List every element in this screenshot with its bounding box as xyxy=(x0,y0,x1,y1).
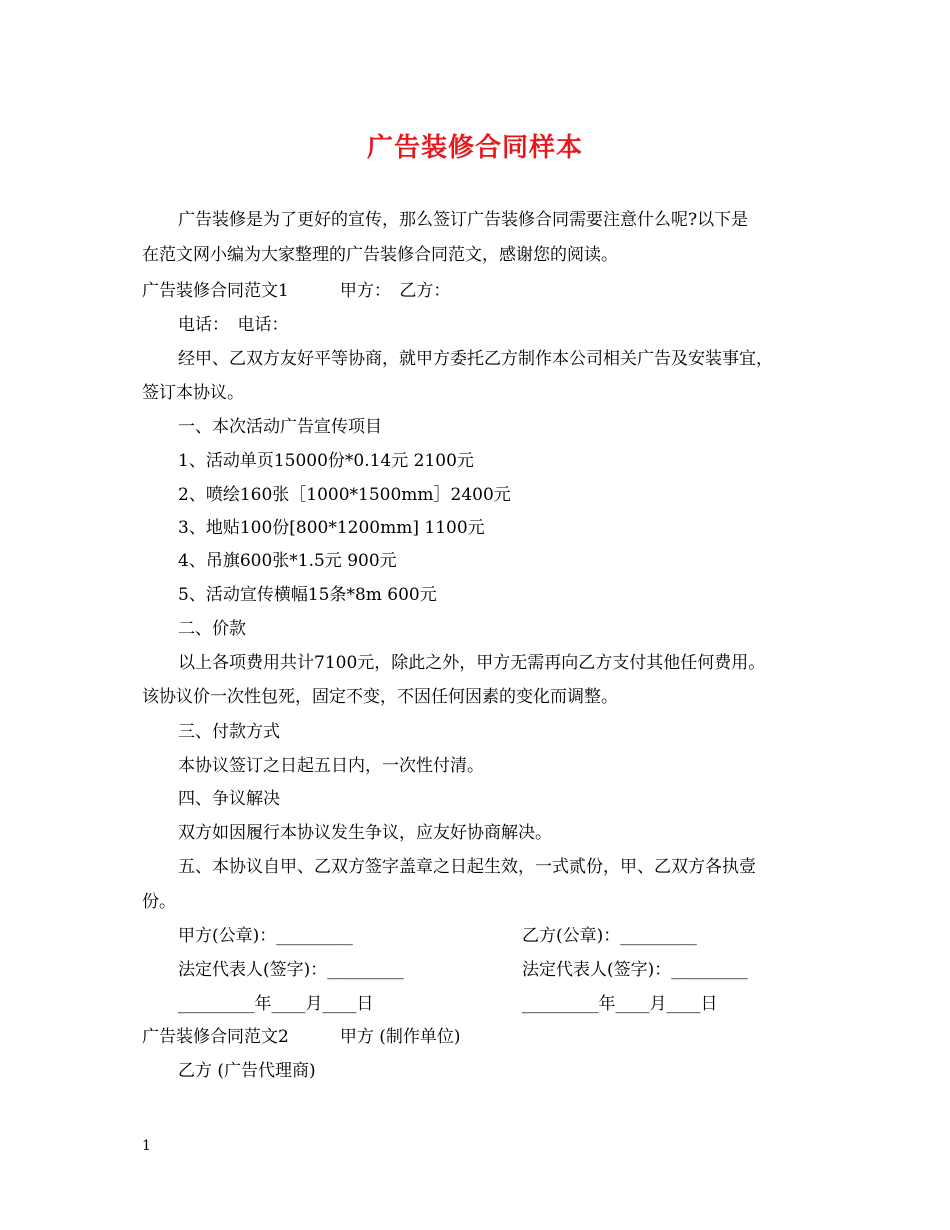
section-4-heading: 四、争议解决 xyxy=(178,789,280,809)
item-3: 3、地贴100份[800*1200mm] 1100元 xyxy=(178,518,485,538)
payment-paragraph: 本协议签订之日起五日内，一次性付清。 xyxy=(178,756,484,776)
party-b-representative-line: 法定代表人(签字)：_________ xyxy=(522,960,748,980)
price-paragraph-line-1: 以上各项费用共计7100元，除此之外，甲方无需再向乙方支付其他任何费用。 xyxy=(178,653,766,673)
sample-2-party-b: 乙方 (广告代理商) xyxy=(178,1061,316,1081)
item-5: 5、活动宣传横幅15条*8m 600元 xyxy=(178,585,437,605)
party-b-seal-line: 乙方(公章)：_________ xyxy=(522,926,697,946)
dispute-paragraph: 双方如因履行本协议发生争议，应友好协商解决。 xyxy=(178,823,552,843)
party-a-seal-line: 甲方(公章)：_________ xyxy=(178,926,353,946)
section-5-line-2: 份。 xyxy=(142,892,176,912)
party-b-date-line: _________年____月____日 xyxy=(522,994,718,1014)
party-a-representative-line: 法定代表人(签字)：_________ xyxy=(178,960,404,980)
section-3-heading: 三、付款方式 xyxy=(178,722,280,742)
phone-line: 电话： 电话： xyxy=(178,315,289,335)
item-1: 1、活动单页15000份*0.14元 2100元 xyxy=(178,451,474,471)
section-5-line-1: 五、本协议自甲、乙双方签字盖章之日起生效，一式贰份，甲、乙双方各执壹 xyxy=(178,857,756,877)
price-paragraph-line-2: 该协议价一次性包死，固定不变，不因任何因素的变化而调整。 xyxy=(142,687,618,707)
document-title: 广告装修合同样本 xyxy=(366,133,583,163)
party-a-date-line: _________年____月____日 xyxy=(178,994,374,1014)
section-1-heading: 一、本次活动广告宣传项目 xyxy=(178,417,382,437)
page-number: 1 xyxy=(142,1138,151,1154)
paragraph-intro-line-1: 广告装修是为了更好的宣传，那么签订广告装修合同需要注意什么呢?以下是 xyxy=(178,210,749,230)
sample-2-heading: 广告装修合同范文2 甲方 (制作单位) xyxy=(142,1027,461,1047)
section-2-heading: 二、价款 xyxy=(178,619,246,639)
item-2: 2、喷绘160张［1000*1500mm］2400元 xyxy=(178,485,511,505)
agreement-preamble-line-2: 签订本协议。 xyxy=(142,383,244,403)
item-4: 4、吊旗600张*1.5元 900元 xyxy=(178,551,397,571)
agreement-preamble-line-1: 经甲、乙双方友好平等协商，就甲方委托乙方制作本公司相关广告及安装事宜， xyxy=(178,349,773,369)
sample-1-heading: 广告装修合同范文1 甲方： 乙方： xyxy=(142,281,451,301)
paragraph-intro-line-2: 在范文网小编为大家整理的广告装修合同范文，感谢您的阅读。 xyxy=(142,245,618,265)
